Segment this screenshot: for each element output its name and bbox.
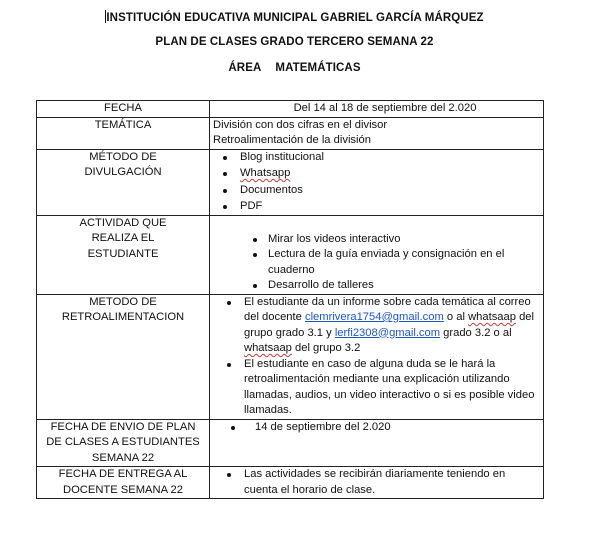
- metodo-divulgacion-value: [210, 149, 544, 215]
- row-metodo-divulgacion: [37, 149, 544, 215]
- row-actividad: [37, 215, 544, 294]
- list-item: Lectura de la guía enviada y consignación en el cuaderno: [213, 247, 540, 278]
- row-fecha: [37, 101, 544, 118]
- retro-text: del grupo 3.2: [291, 342, 361, 354]
- plan-title: PLAN DE CLASES GRADO TERCERO SEMANA 22: [155, 36, 434, 48]
- school-title-text: INSTITUCIÓN EDUCATIVA MUNICIPAL GABRIEL GARCÍA MÁRQUEZ: [106, 12, 484, 24]
- list-item: El estudiante en caso de alguna duda se le hará la retroalimentación mediante una explicación utilizando llamadas, audios, un video interactivo o si es posible video llamadas.: [213, 357, 540, 419]
- area-title: [0, 62, 589, 74]
- list-item: Desarrollo de talleres: [213, 278, 540, 294]
- tematica-value: [210, 117, 544, 149]
- retroalimentacion-value: [210, 294, 544, 419]
- class-plan-table: [36, 100, 544, 499]
- row-fecha-envio: [37, 419, 544, 467]
- fecha-entrega-label: FECHA DE ENTREGA AL DOCENTE SEMANA 22: [37, 467, 210, 499]
- school-title: [0, 10, 589, 24]
- list-item: Documentos: [213, 183, 540, 199]
- area-value: MATEMÁTICAS: [275, 62, 361, 74]
- actividad-value: [210, 215, 544, 294]
- fecha-entrega-list: [213, 467, 540, 498]
- area-label: ÁREA: [228, 62, 262, 74]
- retro-text: El estudiante da un informe sobre cada temática al correo del docente: [244, 295, 531, 323]
- fecha-value: Del 14 al 18 de septiembre del 2.020: [210, 101, 544, 118]
- retro-text: grado 3.2 o al: [440, 326, 512, 339]
- row-retroalimentacion: [37, 294, 544, 419]
- row-fecha-entrega: [37, 467, 544, 499]
- retro-list: [213, 295, 540, 419]
- retro-whatsaap: whatsaap: [244, 342, 292, 354]
- actividad-list: [213, 216, 540, 294]
- retroalimentacion-label: METODO DE RETROALIMENTACION: [37, 294, 210, 419]
- tematica-line-2: Retroalimentación de la división: [213, 134, 371, 146]
- email-link-1[interactable]: clemrivera1754@gmail.com: [304, 311, 444, 323]
- list-item: [213, 166, 540, 182]
- list-item: [213, 295, 540, 357]
- metodo-divulgacion-label: MÉTODO DE DIVULGACIÓN: [37, 149, 210, 215]
- list-item: Blog institucional: [213, 150, 540, 166]
- fecha-entrega-value: [210, 467, 544, 499]
- fecha-envio-label: FECHA DE ENVIO DE PLAN DE CLASES A ESTUDIANTES SEMANA 22: [37, 419, 210, 467]
- tematica-label: TEMÁTICA: [37, 117, 210, 149]
- list-item: 14 de septiembre del 2.020: [213, 420, 540, 436]
- fecha-label: FECHA: [37, 101, 210, 118]
- tematica-line-1: División con dos cifras en el divisor: [213, 118, 388, 131]
- list-item: Mirar los videos interactivo: [213, 232, 540, 248]
- row-tematica: [37, 117, 544, 149]
- retro-whatsaap: whatsaap: [468, 311, 516, 323]
- fecha-envio-list: [213, 420, 540, 436]
- actividad-label: ACTIVIDAD QUE REALIZA EL ESTUDIANTE: [37, 215, 210, 294]
- retro-text: o al: [443, 311, 469, 323]
- list-item: Las actividades se recibirán diariamente teniendo en cuenta el horario de clase.: [213, 467, 540, 498]
- list-item: PDF: [213, 199, 540, 215]
- list-item-text: Whatsapp: [240, 167, 291, 179]
- divulgacion-list: [213, 150, 540, 215]
- email-link-2[interactable]: lerfi2308@gmail.com: [334, 326, 441, 339]
- retro-text: del grupo grado 3.1 y: [244, 311, 535, 339]
- fecha-envio-value: [210, 419, 544, 467]
